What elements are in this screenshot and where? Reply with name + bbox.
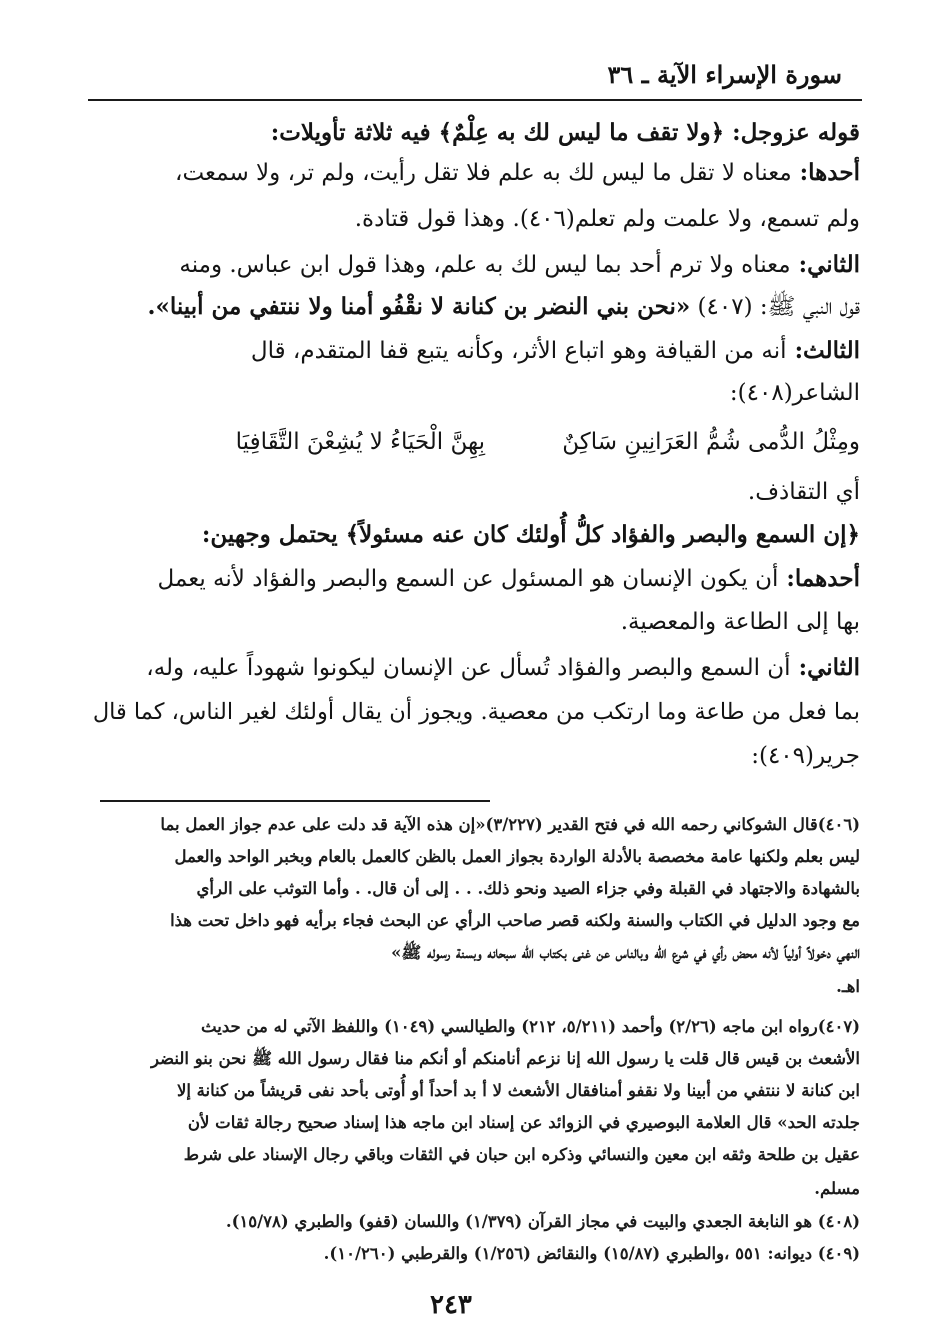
interpretation-label-1: أحدها: <box>791 159 860 186</box>
footnote-406-line-1: (٤٠٦)قال الشوكاني رحمه الله في فتح القدير (٣/٢٢٧)«إن هذه الآية قد دلت على عدم جواز العمل بما <box>160 815 860 834</box>
footnote-409: (٤٠٩) ديوانه: ٥٥١ ،والطبري (١٥/٨٧) والنقائض (١/٢٥٦) والقرطبي (١٠/٢٦٠). <box>323 1244 860 1263</box>
body-line-2 <box>92 160 860 186</box>
interpretation-label-3: الثالث: <box>786 337 860 364</box>
body-line-9: أي التقاذف. <box>747 479 860 505</box>
poem-second-hemistich: بِهِنَّ الْحَيَاءُ لا يُشِعْنَ التَّقَافِيَا <box>235 429 485 455</box>
body-text: معناه ولا ترم أحد بما ليس لك به علم، وهذا قول ابن عباس. ومنه <box>179 252 791 278</box>
body-line-3: ولم تسمع، ولا علمت ولم تعلم(٤٠٦). وهذا قول قتادة. <box>354 206 860 232</box>
hadith-quote: «نحن بني النضر بن كنانة لا نقْفُو أمنا ولا ننتفي من أبينا». <box>147 293 691 320</box>
verse-intro-tail: يحتمل وجهين: <box>201 521 346 548</box>
body-line-5 <box>92 294 860 320</box>
interpretation-label-2: الثاني: <box>790 251 860 278</box>
body-line-12: بها إلى الطاعة والمعصية. <box>620 609 860 635</box>
running-header: سورة الإسراء الآية ـ ٣٦ <box>607 60 842 89</box>
body-text: أن يكون الإنسان هو المسئول عن السمع والبصر والفؤاد لأنه يعمل <box>157 566 779 592</box>
footnote-406-line-4: مع وجود الدليل في الكتاب والسنة ولكنه قصر صاحب الرأي عن البحث فجاء برأيه فهو داخل تحت هذا <box>170 911 860 930</box>
footnote-407-line-4: جلدته الحد» قال العلامة البوصيري في الزوائد عن إسناد ابن ماجه هذا إسناد صحيح رجالة ثقات لأن <box>187 1113 860 1132</box>
body-line-13 <box>92 655 860 681</box>
body-line-11 <box>92 566 860 592</box>
footnote-408: (٤٠٨) هو النابغة الجعدي والبيت في مجاز القرآن (١/٣٧٩) واللسان (قفو) والطبري (١٥/٧٨). <box>225 1212 860 1231</box>
body-line-6 <box>92 338 860 364</box>
body-line-10 <box>92 522 860 548</box>
body-text: أنه من القيافة وهو اتباع الأثر، وكأنه يتبع قفا المتقدم، قال <box>250 338 787 364</box>
footnote-407-line-2: الأشعث بن قيس قال قلت يا رسول الله إنا نزعم أنامنكم أو أنكم منا فقال رسول الله ﷺ نحن بنو النضر <box>150 1049 860 1068</box>
verse-intro-tail: فيه ثلاثة تأويلات: <box>270 119 439 146</box>
quran-verse: ﴿ولا تقف ما ليس لك به عِلْمٌ﴾ <box>438 119 725 146</box>
body-text: قول النبي ﷺ: (٤٠٧) <box>690 294 860 320</box>
body-line-4 <box>92 252 860 278</box>
verse-intro: قوله عزوجل: <box>724 119 860 146</box>
quran-verse: ﴿إن السمع والبصر والفؤاد كلُّ أُولئك كان عنه مسئولاً﴾ <box>345 521 860 548</box>
body-text: أن السمع والبصر والفؤاد تُسأل عن الإنسان ليكونوا شهوداً عليه، وله، <box>146 655 791 681</box>
footnote-407-line-1: (٤٠٧)رواه ابن ماجه (٢/٢٦) وأحمد (٥/٢١١، ٢١٢) والطيالسي (١٠٤٩) واللفظ الآتي له من حديث <box>201 1017 860 1036</box>
footnote-407-line-6: مسلم. <box>814 1179 860 1198</box>
footnote-406-line-2: ليس بعلم ولكنها عامة مخصصة بالأدلة الواردة بجواز العمل بالظن كالعمل بالعام وبخبر الواحد والعمل <box>174 847 860 866</box>
footnote-divider <box>100 800 490 802</box>
body-line-1 <box>92 120 860 146</box>
footnote-407-line-5: عقيل بن طلحة وثقه ابن معين والنسائي وذكره ابن حبان في الثقات وباقي رجال الإسناد على شرط <box>183 1145 860 1164</box>
interpretation-label-1: أحدهما: <box>778 565 860 592</box>
body-line-14: بما فعل من طاعة وما ارتكب من معصية. ويجوز أن يقال أولئك لغير الناس، كما قال <box>92 699 860 725</box>
interpretation-label-2: الثاني: <box>790 654 860 681</box>
poem-first-hemistich: ومِثْلُ الدُّمى شُمُّ العَرَانِينِ سَاكِنٌ <box>562 429 860 455</box>
header-divider <box>88 99 862 101</box>
page-number: ٢٤٣ <box>430 1290 472 1320</box>
body-line-7: الشاعر(٤٠٨): <box>729 380 860 406</box>
body-line-15: جرير(٤٠٩): <box>751 743 860 769</box>
footnote-406-line-6: اهـ. <box>836 977 860 996</box>
footnote-407-line-3: ابن كنانة لا ننتفي من أبينا ولا نقفو أمنافقال الأشعث لا أ بد أحداً أو أُوتى بأحد نفى قريشاً من كنانة إلا <box>176 1081 860 1100</box>
footnote-406-line-5: النهي دخولاً أولياً لأنه محض رأي في شرع الله وبالناس عن غنى بكتاب الله سبحانه وبسنة رسوله ﷺ» <box>391 943 860 962</box>
body-text: معناه لا تقل ما ليس لك به علم فلا تقل رأيت، ولم تر، ولا سمعت، <box>175 160 792 186</box>
footnote-406-line-3: بالشهادة والاجتهاد في القبلة وفي جزاء الصيد ونحو ذلك. . . إلى أن قال. . وأما التوثب على الرأي <box>196 879 860 898</box>
